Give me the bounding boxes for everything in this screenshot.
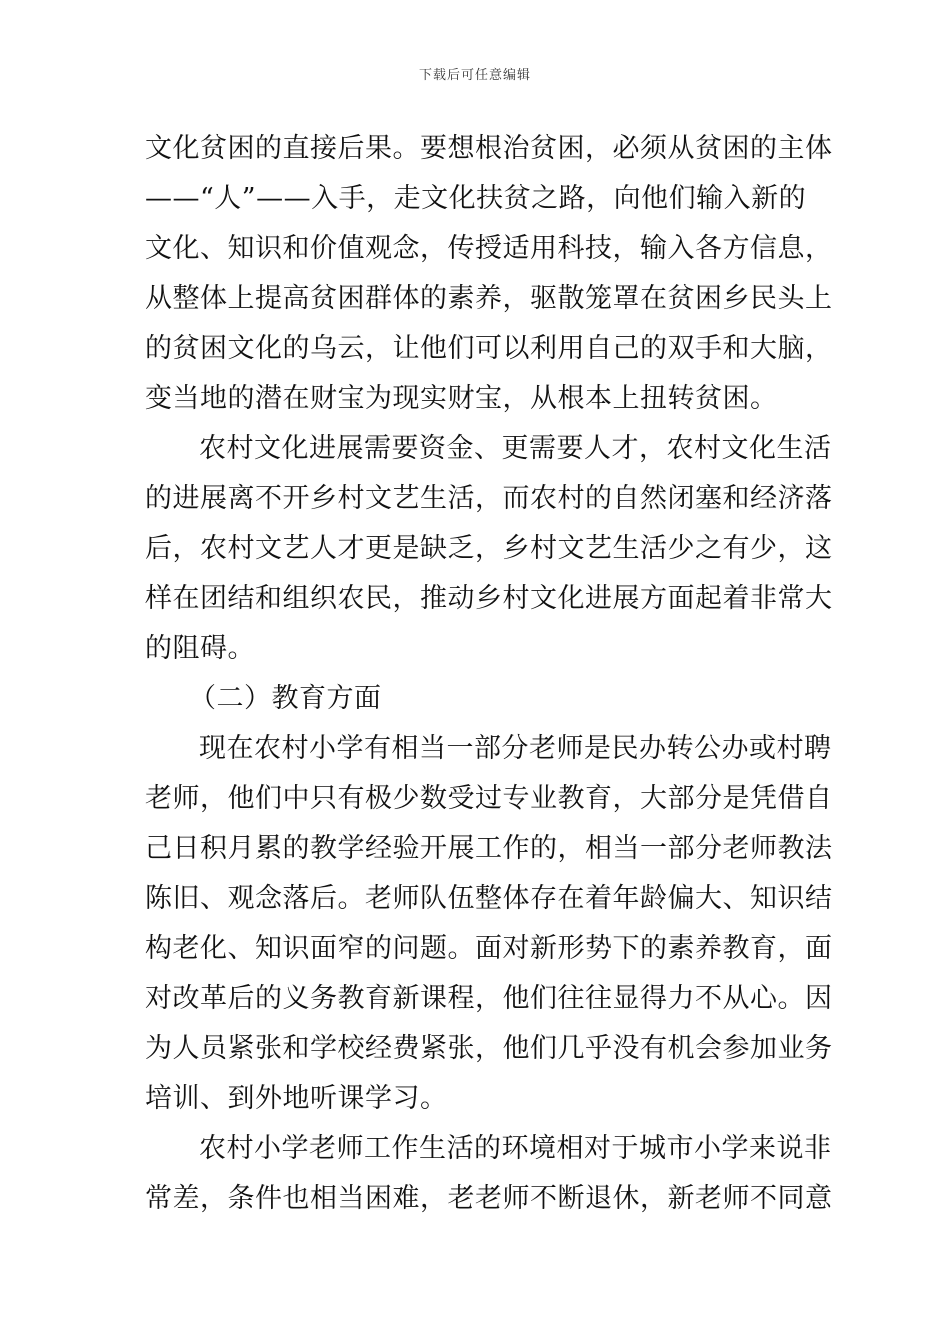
text-line: 后，农村文艺人才更是缺乏，乡村文艺生活少之有少，这 <box>145 533 833 564</box>
text-line: 农村文化进展需要资金、更需要人才，农村文化生活 <box>199 433 832 464</box>
text-line: 农村小学老师工作生活的环境相对于城市小学来说非 <box>199 1133 832 1164</box>
text-line: 变当地的潜在财宝为现实财宝，从根本上扭转贫困。 <box>145 383 778 414</box>
text-line: ——“人”——入手，走文化扶贫之路，向他们输入新的 <box>145 183 807 214</box>
header-note: 下载后可任意编辑 <box>418 68 531 83</box>
text-line: 现在农村小学有相当一部分老师是民办转公办或村聘 <box>199 733 832 764</box>
text-line: 的进展离不开乡村文艺生活，而农村的自然闭塞和经济落 <box>145 483 833 514</box>
text-line: 培训、到外地听课学习。 <box>145 1083 448 1114</box>
text-line: 老师，他们中只有极少数受过专业教育，大部分是凭借自 <box>145 783 833 814</box>
text-line: 文化、知识和价值观念，传授适用科技，输入各方信息， <box>145 233 833 264</box>
text-line: 的贫困文化的乌云，让他们可以利用自己的双手和大脑， <box>145 333 833 364</box>
paragraph <box>145 724 833 1124</box>
text-line: 为人员紧张和学校经费紧张，他们几乎没有机会参加业务 <box>145 1033 833 1064</box>
text-line: 的阻碍。 <box>145 633 255 664</box>
text-line: 常差，条件也相当困难，老老师不断退休，新老师不同意 <box>145 1183 833 1214</box>
text-line: 己日积月累的教学经验开展工作的，相当一部分老师教法 <box>145 833 833 864</box>
text-line: 对改革后的义务教育新课程，他们往往显得力不从心。因 <box>145 983 833 1014</box>
paragraph <box>145 124 833 424</box>
text-line: 构老化、知识面窄的问题。面对新形势下的素养教育，面 <box>145 933 833 964</box>
document-body <box>145 124 833 1224</box>
text-line: 陈旧、观念落后。老师队伍整体存在着年龄偏大、知识结 <box>145 883 833 914</box>
text-line: 从整体上提高贫困群体的素养，驱散笼罩在贫困乡民头上 <box>145 283 833 314</box>
text-line: 文化贫困的直接后果。要想根治贫困，必须从贫困的主体 <box>145 133 833 164</box>
section-heading <box>145 674 810 724</box>
paragraph <box>145 424 833 674</box>
text-line: 样在团结和组织农民，推动乡村文化进展方面起着非常大 <box>145 583 833 614</box>
paragraph <box>145 1124 833 1224</box>
section-heading-text: （二）教育方面 <box>189 683 382 714</box>
